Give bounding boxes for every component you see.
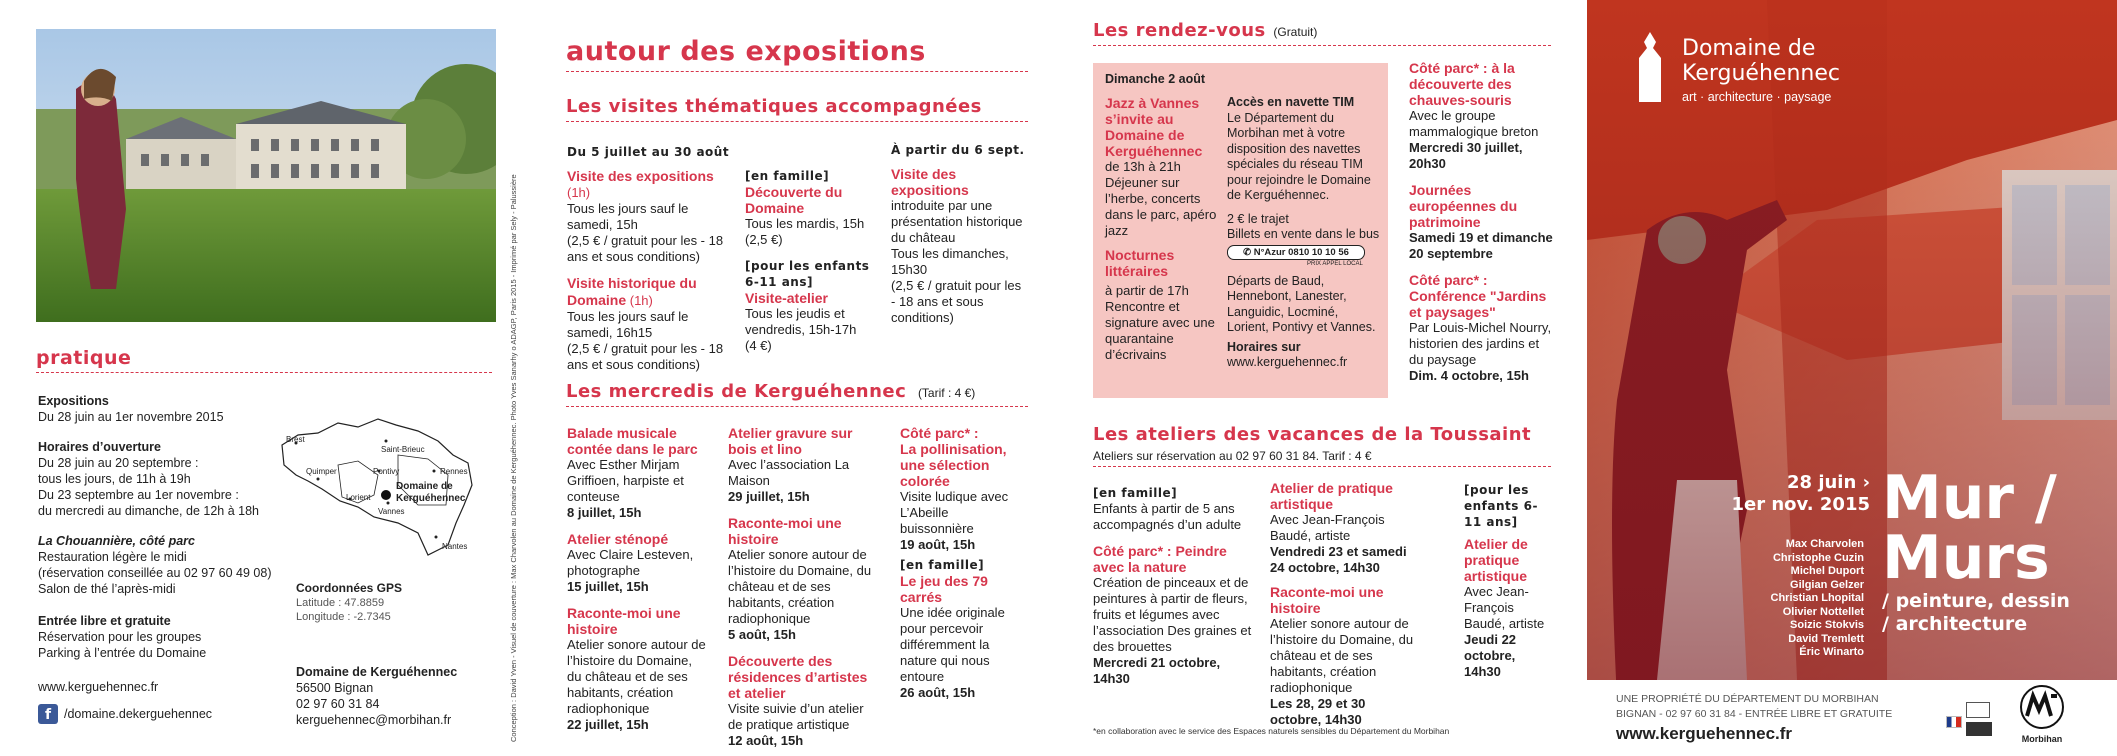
event-text: Avec l’association La Maison bbox=[728, 457, 850, 488]
rdv-right-col bbox=[1409, 60, 1554, 384]
expo-label: Expositions bbox=[38, 394, 109, 408]
mercredis-col2 bbox=[728, 425, 873, 749]
family-tag: [en famille] bbox=[900, 558, 985, 572]
event-title: Nocturnes littéraires bbox=[1105, 247, 1175, 279]
visit-price: (2,5 €) bbox=[745, 232, 783, 247]
expos-heading: autour des expositions bbox=[566, 36, 1028, 72]
pratique-heading: pratique bbox=[36, 346, 492, 373]
gps-lat: Latitude : 47.8859 bbox=[296, 597, 385, 609]
event-title: La pollinisation, une sélection colorée bbox=[900, 441, 1007, 489]
expo-dates: Du 28 juin au 1er novembre 2015 bbox=[38, 410, 224, 424]
artist-name: Éric Winarto bbox=[1799, 646, 1864, 658]
brand-tagline: art · architecture · paysage bbox=[1682, 90, 1832, 104]
map-label: Lorient bbox=[346, 493, 371, 502]
tim-departs: Départs de Baud, Hennebont, Lanester, Languidic, Locminé, Lorient, Pontivy et Vannes. bbox=[1227, 273, 1376, 334]
map-label: Nantes bbox=[442, 542, 468, 551]
event-date: 19 août, 15h bbox=[900, 537, 976, 552]
event-text: Par Louis-Michel Nourry, historien des jardins et du paysage bbox=[1409, 320, 1552, 367]
tim-hours-label: Horaires sur bbox=[1227, 339, 1301, 354]
event-text: Avec le groupe mammalogique breton bbox=[1409, 108, 1539, 139]
event-date: Jeudi 22 octobre, 14h30 bbox=[1464, 632, 1517, 679]
slash-mark: / bbox=[1882, 590, 1889, 612]
slash-mark: / bbox=[1882, 613, 1889, 635]
date-end: 1er nov. 2015 bbox=[1731, 494, 1870, 515]
brand-block bbox=[1682, 36, 1840, 106]
event-date: 26 août, 15h bbox=[900, 685, 976, 700]
hours-line: Du 23 septembre au 1er novembre : bbox=[38, 488, 239, 502]
cover-dates bbox=[1700, 472, 1870, 516]
facebook-icon[interactable]: f bbox=[38, 704, 58, 724]
event-title: Atelier de pratique artistique bbox=[1270, 480, 1393, 512]
event-text: à partir de 17h Rencontre et signature avec une quarantaine d’écrivains bbox=[1105, 283, 1215, 362]
brand-name: Domaine de bbox=[1682, 36, 1816, 61]
event-text: Visite ludique avec L’Abeille buissonnière bbox=[900, 489, 1009, 536]
slash-mark: / bbox=[2034, 463, 2057, 533]
mercredis-heading-row bbox=[566, 381, 1028, 407]
visit-price: (2,5 € / gratuit pour les - 18 ans et sous conditions) bbox=[891, 278, 1022, 325]
map-label: Pontivy bbox=[373, 467, 400, 476]
event-date: Samedi 19 et dimanche 20 septembre bbox=[1409, 230, 1553, 261]
august-box bbox=[1093, 63, 1388, 398]
credits-text: Conception : David Yven - Visuel de couverture : Max Charvolen au Domaine de Kerguéhennec. Photo Yves Sanarhy o ADAGP, Paris 2015 - Imprimé par Sely - Palussière bbox=[509, 174, 518, 742]
rdv-heading-row bbox=[1093, 20, 1551, 46]
ateliers-col3 bbox=[1464, 482, 1554, 680]
address-block bbox=[296, 664, 496, 728]
visit-price: (4 €) bbox=[745, 338, 772, 353]
tim-title: Accès en navette TIM bbox=[1227, 95, 1355, 109]
event-text: Avec Jean-François Baudé, artiste bbox=[1464, 584, 1545, 631]
visit-duration: (1h) bbox=[567, 185, 591, 200]
event-date: Vendredi 23 et samedi 24 octobre, 14h30 bbox=[1270, 544, 1407, 575]
footer-line: BIGNAN - 02 97 60 31 84 - ENTRÉE LIBRE ET GRATUITE bbox=[1616, 708, 1893, 720]
footer-line: UNE PROPRIÉTÉ DU DÉPARTEMENT DU MORBIHAN bbox=[1616, 693, 1879, 705]
azur-badge bbox=[1227, 245, 1365, 260]
box-right bbox=[1227, 95, 1383, 371]
event-text: Avec Esther Mirjam Griffioen, harpiste et conteuse bbox=[567, 457, 684, 504]
event-text: Atelier sonore autour de l’histoire du Domaine, du château et de ses habitants, création radiophonique bbox=[728, 547, 872, 626]
morbihan-label: Morbihan bbox=[2021, 734, 2063, 744]
event-title: Jazz à Vannes s’invite au Domaine de Kerguéhennec bbox=[1105, 95, 1203, 159]
artist-name: Olivier Nottellet bbox=[1782, 605, 1864, 618]
event-title: Raconte-moi une histoire bbox=[567, 605, 681, 637]
azur-number: N°Azur 0810 10 10 56 bbox=[1253, 246, 1349, 258]
event-title: Découverte des résidences d’artistes et atelier bbox=[728, 653, 868, 701]
mercredis-col3 bbox=[900, 425, 1025, 701]
entry-label: Entrée libre et gratuite bbox=[38, 614, 171, 628]
rdv-gratuit: (Gratuit) bbox=[1273, 25, 1318, 39]
event-text: Création de pinceaux et de peintures à partir de fleurs, fruits et légumes avec l’association Des graines et des brouettes bbox=[1093, 575, 1252, 654]
family-tag: [en famille] bbox=[1093, 486, 1178, 500]
artist-name: Christophe Cuzin bbox=[1772, 551, 1864, 564]
brand-name: Kerguéhennec bbox=[1682, 61, 1840, 86]
artist-name: Soizic Stokvis bbox=[1790, 619, 1864, 631]
visites-col2 bbox=[745, 168, 870, 354]
visit-duration: (1h) bbox=[626, 293, 653, 308]
addr-email[interactable]: kerguehennec@morbihan.fr bbox=[296, 713, 452, 727]
chateau-photo bbox=[36, 29, 496, 322]
visit-text: Tous les jeudis et vendredis, 15h-17h bbox=[745, 306, 857, 337]
event-date: 22 juillet, 15h bbox=[567, 717, 649, 732]
visit-title: Visite des expositions bbox=[891, 166, 969, 198]
pratique-info bbox=[38, 393, 308, 695]
addr-name: Domaine de Kerguéhennec bbox=[296, 665, 458, 679]
chouanniere-label: La Chouannière, côté parc bbox=[38, 534, 195, 548]
visit-title: Visite des expositions bbox=[567, 168, 714, 184]
credits-vertical bbox=[508, 52, 520, 742]
event-text: Atelier sonore autour de l’histoire du Domaine, du château et de ses habitants, création radiophonique bbox=[1270, 616, 1414, 695]
artist-name: Max Charvolen bbox=[1785, 538, 1864, 550]
event-text: Visite suivie d’un atelier de pratique artistique bbox=[728, 701, 864, 732]
event-date: Les 28, 29 et 30 octobre, 14h30 bbox=[1270, 696, 1366, 727]
col3-date: À partir du 6 sept. bbox=[891, 143, 1025, 157]
event-title: Atelier gravure sur bois et lino bbox=[728, 425, 853, 457]
morbihan-logo-icon bbox=[2017, 684, 2067, 730]
event-title: Côté parc* : bbox=[900, 425, 979, 441]
addr-city: 56500 Bignan bbox=[296, 681, 374, 695]
event-text: Avec Claire Lesteven, photographe bbox=[567, 547, 694, 578]
ateliers-col2 bbox=[1270, 480, 1420, 728]
map-domaine-label: Kerguéhennec bbox=[396, 493, 466, 504]
map-label: Brest bbox=[286, 435, 305, 444]
event-title: Côté parc* : à la découverte des chauves-souris bbox=[1409, 60, 1515, 108]
gps-label: Coordonnées GPS bbox=[296, 581, 403, 595]
map-label: Rennes bbox=[440, 467, 468, 476]
partner-logos bbox=[1944, 696, 2004, 742]
brittany-map bbox=[278, 405, 478, 565]
addr-phone: 02 97 60 31 84 bbox=[296, 697, 380, 711]
footer-url[interactable]: www.kerguehennec.fr bbox=[1616, 724, 1793, 743]
tim-price: 2 € le trajet bbox=[1227, 211, 1289, 226]
visit-text: Tous les mardis, 15h bbox=[745, 216, 865, 231]
box-date: Dimanche 2 août bbox=[1105, 72, 1206, 86]
entry-line: Réservation pour les groupes bbox=[38, 630, 202, 644]
event-title: Le jeu des 79 carrés bbox=[900, 573, 988, 605]
subtitle-line: peinture, dessin bbox=[1895, 590, 2070, 612]
event-text: Atelier sonore autour de l’histoire du Domaine, du château et de ses habitants, création radiophonique bbox=[567, 637, 706, 716]
cover-footer bbox=[1587, 680, 2117, 756]
kids-tag: [pour les enfants 6-11 ans] bbox=[745, 259, 870, 289]
visit-text: Tous les jours sauf le samedi, 16h15 bbox=[567, 309, 689, 340]
hours-label: Horaires d’ouverture bbox=[38, 440, 161, 454]
event-text: Une idée originale pour percevoir différemment la nature qui nous entoure bbox=[900, 605, 1005, 684]
event-title: Balade musicale contée dans le parc bbox=[567, 425, 698, 457]
tim-tickets: Billets en vente dans le bus bbox=[1227, 227, 1380, 241]
visites-col3 bbox=[891, 142, 1028, 326]
label-logo-icon bbox=[1966, 722, 1992, 736]
event-title: Raconte-moi une histoire bbox=[1270, 584, 1384, 616]
event-title: Côté parc* : Conférence "Jardins et paysages" bbox=[1409, 272, 1547, 320]
visit-title: Découverte du Domaine bbox=[745, 184, 843, 216]
event-title: Atelier sténopé bbox=[567, 531, 669, 547]
mercredis-heading: Les mercredis de Kerguéhennec bbox=[566, 381, 907, 402]
col1-date: Du 5 juillet au 30 août bbox=[567, 145, 730, 159]
arrow-right-icon: › bbox=[1862, 472, 1870, 493]
artists-list bbox=[1700, 538, 1864, 660]
event-date: Mercredi 21 octobre, 14h30 bbox=[1093, 655, 1221, 686]
phone-icon: ✆ bbox=[1243, 246, 1252, 258]
artist-name: Christian Lhopital bbox=[1770, 592, 1864, 604]
event-text: de 13h à 21h Déjeuner sur l’herbe, concerts dans le parc, apéro jazz bbox=[1105, 159, 1217, 238]
title-murs: Murs bbox=[1882, 523, 2050, 593]
event-date: 8 juillet, 15h bbox=[567, 505, 642, 520]
event-title: Journées européennes du patrimoine bbox=[1409, 182, 1518, 230]
ateliers-heading: Les ateliers des vacances de la Toussaint bbox=[1093, 424, 1532, 445]
mercredis-tarif: (Tarif : 4 €) bbox=[917, 386, 976, 400]
hours-line: tous les jours, de 11h à 19h bbox=[38, 472, 191, 486]
footnote: *en collaboration avec le service des Espaces naturels sensibles du Département du Morbihan bbox=[1093, 726, 1450, 736]
ateliers-sub-text: Ateliers sur réservation au 02 97 60 31 84. Tarif : 4 € bbox=[1093, 449, 1372, 463]
website-link[interactable]: www.kerguehennec.fr bbox=[38, 680, 159, 694]
artist-name: Gilgian Gelzer bbox=[1790, 578, 1864, 591]
box-left bbox=[1105, 95, 1217, 363]
kerguehennec-logo-icon bbox=[1630, 30, 1670, 110]
visit-title: Visite historique du Domaine bbox=[567, 275, 697, 308]
artist-name: Michel Duport bbox=[1790, 565, 1864, 577]
visit-price: (2,5 € / gratuit pour les - 18 ans et sous conditions) bbox=[567, 233, 724, 264]
facebook-row[interactable] bbox=[38, 703, 212, 725]
morbihan-logo bbox=[2012, 684, 2072, 748]
chouanniere-line: (réservation conseillée au 02 97 60 49 08) bbox=[38, 566, 272, 580]
title-mur: Mur bbox=[1882, 463, 2015, 533]
map-domaine-label: Domaine de bbox=[396, 481, 453, 492]
map-label: Quimper bbox=[306, 467, 337, 476]
ateliers-col1 bbox=[1093, 485, 1253, 687]
rdv-heading: Les rendez-vous bbox=[1093, 20, 1266, 41]
azur-small: PRIX APPEL LOCAL bbox=[1307, 260, 1363, 267]
gps-lon: Longitude : -2.7345 bbox=[296, 611, 391, 623]
event-date: 15 juillet, 15h bbox=[567, 579, 649, 594]
event-date: Mercredi 30 juillet, 20h30 bbox=[1409, 140, 1523, 171]
visites-col1 bbox=[567, 144, 737, 373]
visit-text: Tous les jours sauf le samedi, 15h bbox=[567, 201, 689, 232]
kids-tag: [pour les enfants 6-11 ans] bbox=[1464, 483, 1538, 529]
facebook-link[interactable]: /domaine.dekerguehennec bbox=[64, 707, 213, 721]
artist-name: David Tremlett bbox=[1788, 632, 1864, 645]
visit-when: Tous les dimanches, 15h30 bbox=[891, 246, 1009, 277]
event-date: 29 juillet, 15h bbox=[728, 489, 810, 504]
mercredis-col1 bbox=[567, 425, 707, 733]
subtitle-line: architecture bbox=[1895, 613, 2028, 635]
event-title: Côté parc* : Peindre avec la nature bbox=[1093, 543, 1227, 575]
hours-line: du mercredi au dimanche, de 12h à 18h bbox=[38, 504, 259, 518]
brand-logo bbox=[1630, 30, 1670, 110]
event-date: 12 août, 15h bbox=[728, 733, 804, 748]
event-text: Avec Jean-François Baudé, artiste bbox=[1270, 512, 1385, 543]
gps-block bbox=[296, 581, 466, 624]
event-text: Enfants à partir de 5 ans accompagnés d’un adulte bbox=[1093, 501, 1242, 532]
family-tag: [en famille] bbox=[745, 169, 830, 183]
tim-text: Le Département du Morbihan met à votre disposition des navettes spéciales du réseau TIM pour rejoindre le Domaine de Kerguéhennec. bbox=[1227, 110, 1371, 202]
visit-price: (2,5 € / gratuit pour les - 18 ans et sous conditions) bbox=[567, 341, 724, 372]
chouanniere-line: Salon de thé l’après-midi bbox=[38, 582, 176, 596]
hours-line: Du 28 juin au 20 septembre : bbox=[38, 456, 199, 470]
visites-heading: Les visites thématiques accompagnées bbox=[566, 96, 1028, 122]
tim-hours-url[interactable]: www.kerguehennec.fr bbox=[1227, 355, 1348, 369]
visit-text: introduite par une présentation historique du château bbox=[891, 198, 1023, 245]
map-label: Vannes bbox=[378, 507, 405, 516]
cover-title bbox=[1882, 463, 2107, 636]
france-flag-icon bbox=[1946, 716, 1962, 728]
event-date: 5 août, 15h bbox=[728, 627, 796, 642]
culture-logo-icon bbox=[1966, 702, 1990, 718]
chouanniere-line: Restauration légère le midi bbox=[38, 550, 187, 564]
map-label: Saint-Brieuc bbox=[381, 445, 425, 454]
date-start: 28 juin bbox=[1787, 472, 1857, 493]
event-title: Atelier de pratique artistique bbox=[1464, 536, 1528, 584]
entry-line: Parking à l’entrée du Domaine bbox=[38, 646, 207, 660]
event-title: Raconte-moi une histoire bbox=[728, 515, 842, 547]
ateliers-sub bbox=[1093, 448, 1551, 467]
event-date: Dim. 4 octobre, 15h bbox=[1409, 368, 1529, 383]
visit-title: Visite-atelier bbox=[745, 290, 829, 306]
